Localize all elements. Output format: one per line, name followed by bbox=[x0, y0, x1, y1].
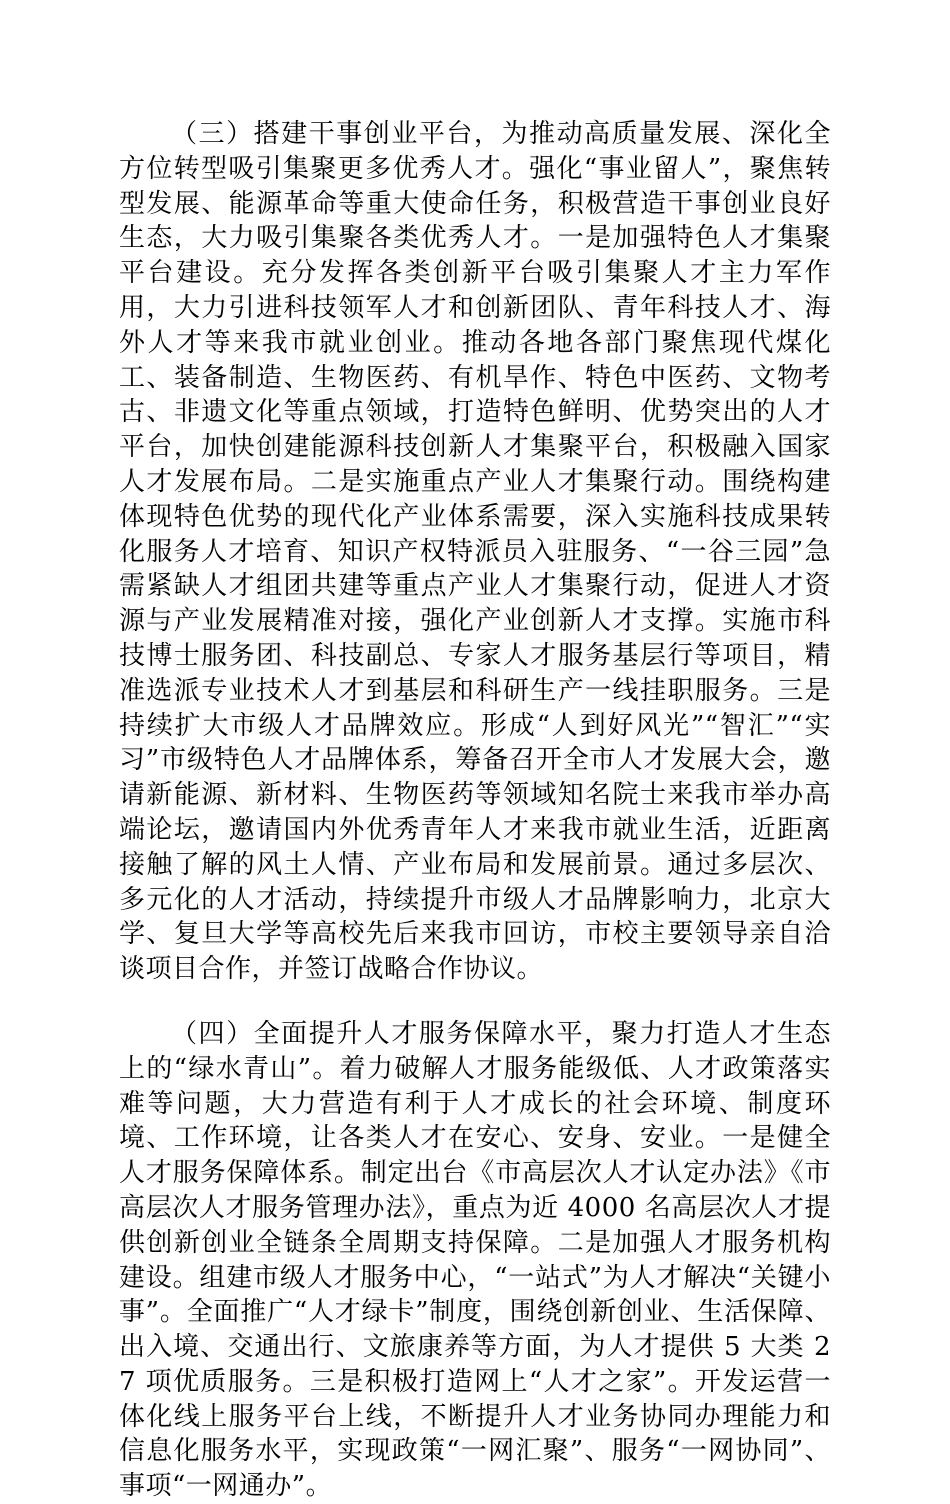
paragraph-section-3: （三）搭建干事创业平台，为推动高质量发展、深化全方位转型吸引集聚更多优秀人才。强化“事业留人”，聚焦转型发展、能源革命等重大使命任务，积极营造干事创业良好生态，大力吸引集聚各类优秀人才。一是加强特色人才集聚平台建设。充分发挥各类创新平台吸引集聚人才主力军作用，大力引进科技领军人才和创新团队、青年科技人才、海外人才等来我市就业创业。推动各地各部门聚焦现代煤化工、装备制造、生物医药、有机旱作、特色中医药、文物考古、非遗文化等重点领域，打造特色鲜明、优势突出的人才平台，加快创建能源科技创新人才集聚平台，积极融入国家人才发展布局。二是实施重点产业人才集聚行动。围绕构建体现特色优势的现代化产业体系需要，深入实施科技成果转化服务人才培育、知识产权特派员入驻服务、“一谷三园”急需紧缺人才组团共建等重点产业人才集聚行动，促进人才资源与产业发展精准对接，强化产业创新人才支撑。实施市科技博士服务团、科技副总、专家人才服务基层行等项目，精准选派专业技术人才到基层和科研生产一线挂职服务。三是持续扩大市级人才品牌效应。形成“人到好风光”“智汇”“实习”市级特色人才品牌体系，筹备召开全市人才发展大会，邀请新能源、新材料、生物医药等领域知名院士来我市举办高端论坛，邀请国内外优秀青年人才来我市就业生活，近距离接触了解的风土人情、产业布局和发展前景。通过多层次、多元化的人才活动，持续提升市级人才品牌影响力，北京大学、复旦大学等高校先后来我市回访，市校主要领导亲自洽谈项目合作，并签订战略合作协议。 bbox=[119, 119, 831, 985]
paragraph-section-4: （四）全面提升人才服务保障水平，聚力打造人才生态上的“绿水青山”。着力破解人才服务能级低、人才政策落实难等问题，大力营造有利于人才成长的社会环境、制度环境、工作环境，让各类人才在安心、安身、安业。一是健全人才服务保障体系。制定出台《市高层次人才认定办法》《市高层次人才服务管理办法》，重点为近 4000 名高层次人才提供创新创业全链条全周期支持保障。二是加强人才服务机构建设。组建市级人才服务中心，“一站式”为人才解决“关键小事”。全面推广“人才绿卡”制度，围绕创新创业、生活保障、出入境、交通出行、文旅康养等方面，为人才提供 5 大类 27 项优质服务。三是积极打造网上“人才之家”。开发运营一体化线上服务平台上线，不断提升人才业务协同办理能力和信息化服务水平，实现政策“一网汇聚”、服务“一网协同”、事项“一网通办”。 bbox=[119, 1018, 831, 1502]
document-body bbox=[119, 117, 831, 1504]
